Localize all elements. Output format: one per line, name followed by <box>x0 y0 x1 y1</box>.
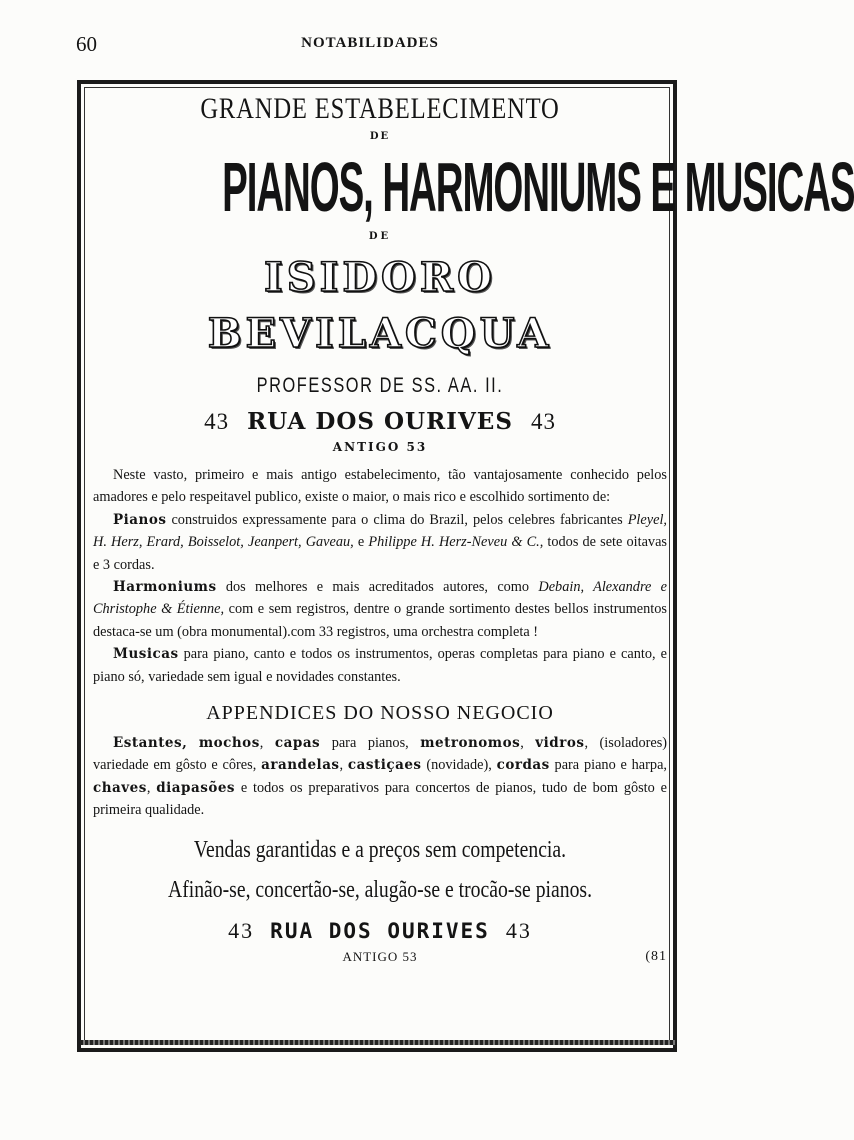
appendices-title: APPENDICES DO NOSSO NEGOCIO <box>206 702 554 725</box>
musicas-paragraph <box>93 643 667 688</box>
kw-capas: capas <box>274 735 321 752</box>
app-t8: , <box>146 779 157 796</box>
kw-chaves: chaves <box>93 779 147 796</box>
ad-de-1: DE <box>369 131 391 142</box>
app-t6: (novidade), <box>421 757 497 774</box>
pianos-text-c: todos de sete oitavas e 3 cordas. <box>93 534 667 573</box>
address2-street: RUA DOS OURIVES <box>270 918 490 943</box>
ad-line-grande: GRANDE ESTABELECIMENTO <box>200 92 560 125</box>
app-t4: , (isoladores) variedade em gôsto e côres, <box>93 735 668 774</box>
app-t3: , <box>520 735 536 752</box>
address2-number-right: 43 <box>505 917 532 943</box>
address-line <box>93 406 667 438</box>
bottom-ornament-bar <box>80 1040 676 1045</box>
ad-code-mark: (81 <box>645 948 667 964</box>
app-t1: , <box>259 735 275 752</box>
kw-metronomos: metronomos <box>420 735 521 752</box>
proprietor-name: ISIDORO BEVILACQUA <box>207 254 553 357</box>
vendas-line: Vendas garantidas e a preços sem competencia. <box>193 836 567 863</box>
page-number: 60 <box>76 32 97 56</box>
address2-number-left: 43 <box>228 917 255 943</box>
kw-estantes: Estantes, <box>113 735 188 752</box>
pianos-text-b: e <box>353 534 369 551</box>
app-t9: e todos os preparativos para concertos de pianos, tudo de bom gôsto e primeira qualidade. <box>93 779 667 819</box>
antigo-line-2 <box>93 948 667 966</box>
address-number-right: 43 <box>530 409 556 434</box>
ad-de-2: DE <box>368 231 392 242</box>
kw-castiçaes: castiçaes <box>347 757 422 774</box>
appendices-paragraph <box>93 732 667 822</box>
app-t2: para pianos, <box>320 735 421 752</box>
app-t7: para piano e harpa, <box>549 757 667 774</box>
address-street: RUA DOS OURIVES <box>247 408 513 435</box>
ad-headline: PIANOS, HARMONIUMS E MUSICAS <box>222 148 854 226</box>
harm-makers: Debain, Alexandre e Christophe & Étienne, <box>93 579 667 618</box>
pianos-keyword: Pianos <box>113 511 167 528</box>
antigo-line: ANTIGO 53 <box>332 440 428 454</box>
harm-text-b: com e sem registros, dentre o grande sortimento destes bellos instrumentos destaca-se um (obra monumental).com 33 registros, uma orchestra completa ! <box>93 601 667 640</box>
harmoniums-paragraph <box>93 576 667 643</box>
kw-diapasoes: diapasões <box>156 779 236 796</box>
pianos-makers-2: Philippe H. Herz-Neveu & C., <box>368 534 544 551</box>
musicas-keyword: Musicas <box>113 646 179 663</box>
kw-mochos: mochos <box>198 735 260 752</box>
app-t5: , <box>339 757 348 774</box>
musicas-text: para piano, canto e todos os instrumentos, operas completas para piano e canto, e piano só, variedade sem igual e novidades constantes. <box>93 646 667 685</box>
running-head <box>76 32 664 56</box>
address-number-left: 43 <box>204 409 230 434</box>
pianos-makers: Pleyel, H. Herz, Erard, Boisselot, Jeanpert, Gaveau, <box>93 511 667 551</box>
pianos-paragraph <box>93 509 667 576</box>
harmoniums-keyword: Harmoniums <box>113 579 217 596</box>
appendices-body <box>93 732 667 822</box>
pianos-text-a: construidos expressamente para o clima do Brazil, pelos celebres fabricantes <box>166 511 628 528</box>
afinao-line: Afinão-se, concertão-se, alugão-se e trocão-se pianos. <box>167 876 593 903</box>
harm-text-a: dos melhores e mais acreditados autores, como <box>216 579 539 596</box>
kw-cordas: cordas <box>496 757 550 774</box>
intro-paragraph: Neste vasto, primeiro e mais antigo estabelecimento, tão vantajosamente conhecido pelos amadores e pelo respeitavel publico, existe o maior, o mais rico e escolhido sortimento de: <box>93 467 667 506</box>
ad-body <box>93 464 667 688</box>
kw-vidros: vidros <box>535 735 585 752</box>
kw-arandelas: arandelas <box>261 757 340 774</box>
running-title: NOTABILIDADES <box>301 35 439 51</box>
antigo2-text: ANTIGO 53 <box>342 948 418 964</box>
ad-content <box>93 88 854 966</box>
professor-line: PROFESSOR DE SS. AA. II. <box>256 374 504 397</box>
address-line-2 <box>93 914 667 948</box>
